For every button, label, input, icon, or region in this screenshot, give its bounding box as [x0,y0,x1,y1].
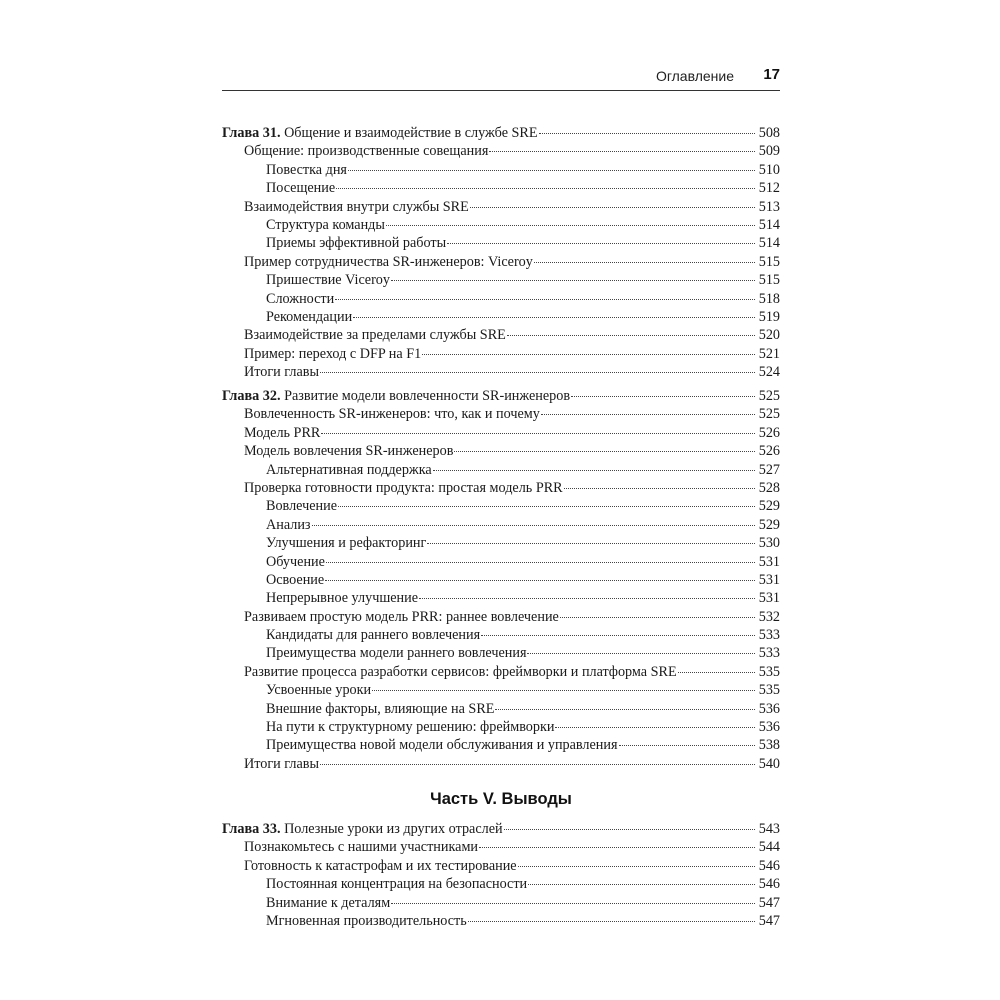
toc-entry-label [266,534,426,552]
toc-subsection-entry [222,571,780,589]
toc-entry-label [266,589,418,607]
dot-leader [560,617,755,618]
entry-title: Кандидаты для раннего вовлечения [266,627,481,644]
toc-subsection-entry [222,516,780,534]
page-number: 521 [758,345,780,362]
toc-subsection-entry [222,308,780,326]
toc-chapter-entry [222,387,780,405]
entry-title: Обучение [266,553,325,570]
page-number: 508 [758,125,780,141]
toc-entry-label [266,718,554,736]
entry-title: Готовность к катастрофам и их тестирование [244,857,517,874]
entry-title: Пришествие Viceroy [266,272,390,289]
page-number: 520 [758,327,780,344]
page-number: 527 [758,461,780,478]
dot-leader [391,903,755,904]
toc-chapter-32 [222,387,780,773]
toc-entry-label [266,179,335,197]
toc-entry-label [222,124,538,142]
entry-title: Непрерывное улучшение [266,590,419,607]
toc-section-entry [222,142,780,160]
toc-entry-label [244,142,488,160]
dot-leader [427,543,755,544]
dot-leader [539,133,755,134]
dot-leader [454,451,755,452]
toc-entry-label [266,700,494,718]
toc-subsection-entry [222,179,780,197]
toc-subsection-entry [222,681,780,699]
toc-entry-label [244,326,506,344]
page-number: 535 [758,663,780,680]
page-number: 540 [758,755,780,772]
chapter-number: Глава 33. [222,821,281,837]
page-number: 515 [758,272,780,289]
entry-title: На пути к структурному решению: фреймворки [266,719,555,736]
toc-section-entry [222,326,780,344]
entry-title: Развитие процесса разработки сервисов: фреймворки и платформа SRE [244,663,677,680]
toc-subsection-entry [222,216,780,234]
toc-entry-label [266,912,467,930]
toc-entry-label [244,755,319,773]
toc-subsection-entry [222,718,780,736]
toc-entry-label [266,216,385,234]
page-number: 513 [758,198,780,215]
page-number: 530 [758,535,780,552]
toc-entry-label [266,875,527,893]
toc-entry-label [244,363,319,381]
entry-title: Улучшения и рефакторинг [266,535,427,552]
dot-leader [564,488,755,489]
running-header [222,64,780,91]
entry-title: Взаимодействие за пределами службы SRE [244,327,506,344]
dot-leader [479,847,755,848]
entry-title: Повестка дня [266,161,347,178]
part-heading: Часть V. Выводы [430,790,572,808]
toc-entry-label [244,198,469,216]
page-number: 529 [758,498,780,515]
entry-title: Взаимодействия внутри службы SRE [244,198,469,215]
page-number: 525 [758,406,780,423]
header-title: Оглавление [655,68,734,84]
entry-title: Развитие модели вовлеченности SR-инженеров [280,388,571,404]
dot-leader [528,884,755,885]
page-number: 526 [758,424,780,441]
toc-section-entry [222,442,780,460]
entry-title: Проверка готовности продукта: простая модель PRR [244,479,563,496]
dot-leader [489,151,755,152]
toc-subsection-entry [222,644,780,662]
dot-leader [326,562,755,563]
dot-leader [320,372,755,373]
dot-leader [320,764,755,765]
entry-title: Итоги главы [244,755,320,772]
page-number: 531 [758,590,780,607]
dot-leader [518,866,755,867]
page-number: 532 [758,608,780,625]
toc-entry-label [266,271,390,289]
entry-title: Общение и взаимодействие в службе SRE [280,125,538,141]
toc-subsection-entry [222,271,780,289]
dot-leader [336,188,755,189]
entry-title: Рекомендации [266,308,353,325]
toc-subsection-entry [222,875,780,893]
entry-title: Модель PRR [244,424,321,441]
page-number: 544 [758,839,780,856]
toc-entry-label [266,290,334,308]
toc-chapter-31 [222,124,780,381]
toc-entry-label [222,387,570,405]
entry-title: Альтернативная поддержка [266,461,432,478]
toc-subsection-entry [222,234,780,252]
entry-title: Структура команды [266,216,385,233]
entry-title: Сложности [266,290,335,307]
page-number: 529 [758,516,780,533]
entry-title: Освоение [266,571,325,588]
toc-entry-label [244,838,478,856]
chapter-number: Глава 31. [222,125,281,141]
page-number: 543 [758,821,780,837]
entry-title: Общение: производственные совещания [244,143,489,160]
toc-section-entry [222,608,780,626]
dot-leader [372,690,755,691]
toc-subsection-entry [222,461,780,479]
toc-entry-label [244,345,421,363]
entry-title: Вовлеченность SR-инженеров: что, как и почему [244,406,540,423]
page-number: 546 [758,876,780,893]
entry-title: Усвоенные уроки [266,682,372,699]
page-number: 519 [758,308,780,325]
toc-chapter-33 [222,820,780,930]
entry-title: Итоги главы [244,364,320,381]
page-number: 533 [758,627,780,644]
page-number: 547 [758,912,780,929]
dot-leader [348,170,755,171]
toc-section-entry [222,405,780,423]
toc-section-entry [222,838,780,856]
dot-leader [321,433,755,434]
page-number: 525 [758,388,780,404]
dot-leader [507,335,755,336]
toc-subsection-entry [222,290,780,308]
toc-entry-label [244,424,320,442]
toc-section-entry [222,755,780,773]
dot-leader [312,525,755,526]
toc-section-entry [222,363,780,381]
dot-leader [325,580,755,581]
toc-entry-label [244,479,563,497]
page-number: 509 [758,143,780,160]
entry-title: Развиваем простую модель PRR: раннее вовлечение [244,608,559,625]
toc-subsection-entry [222,626,780,644]
dot-leader [353,317,755,318]
page-number: 533 [758,645,780,662]
page-number: 531 [758,553,780,570]
page-number: 535 [758,682,780,699]
entry-title: Пример: переход с DFP на F1 [244,345,422,362]
toc-entry-label [222,820,503,838]
dot-leader [419,598,755,599]
dot-leader [338,506,755,507]
dot-leader [678,672,755,673]
entry-title: Модель вовлечения SR-инженеров [244,443,454,460]
toc-entry-label [266,894,390,912]
entry-title: Вовлечение [266,498,338,515]
page-number: 524 [758,364,780,381]
toc-entry-label [266,626,480,644]
toc-subsection-entry [222,589,780,607]
toc-entry-label [266,497,337,515]
entry-title: Преимущества модели раннего вовлечения [266,645,527,662]
toc-section-entry [222,345,780,363]
entry-title: Анализ [266,516,311,533]
entry-title: Полезные уроки из других отраслей [280,821,503,837]
entry-title: Преимущества новой модели обслуживания и управления [266,737,618,754]
toc-entry-label [266,516,311,534]
toc-subsection-entry [222,912,780,930]
toc-chapter-entry [222,124,780,142]
toc-entry-label [266,571,324,589]
toc-entry-label [266,161,347,179]
toc-section-entry [222,198,780,216]
page-number: 526 [758,443,780,460]
dot-leader [527,653,755,654]
entry-title: Внешние факторы, влияющие на SRE [266,700,495,717]
dot-leader [495,709,755,710]
toc-entry-label [266,553,325,571]
entry-title: Пример сотрудничества SR-инженеров: Viceroy [244,253,533,270]
dot-leader [534,262,755,263]
entry-title: Приемы эффективной работы [266,235,447,252]
page-number: 518 [758,290,780,307]
dot-leader [422,354,755,355]
page-number: 547 [758,894,780,911]
toc-entry-label [266,461,432,479]
toc-subsection-entry [222,497,780,515]
toc-subsection-entry [222,894,780,912]
toc-subsection-entry [222,553,780,571]
toc-entry-label [244,253,533,271]
toc-section-entry [222,479,780,497]
page-number: 512 [758,180,780,197]
page-number: 528 [758,479,780,496]
page-number: 514 [758,216,780,233]
dot-leader [386,225,755,226]
toc-section-entry [222,663,780,681]
page-number: 515 [758,253,780,270]
dot-leader [571,396,755,397]
toc-entry-label [266,681,371,699]
dot-leader [481,635,755,636]
entry-title: Постоянная концентрация на безопасности [266,876,528,893]
toc-section-entry [222,857,780,875]
toc-entry-label [266,234,446,252]
toc-entry-label [244,405,540,423]
page-number: 510 [758,161,780,178]
toc-entry-label [244,857,517,875]
entry-title: Мгновенная производительность [266,912,467,929]
dot-leader [470,207,755,208]
toc-chapter-entry [222,820,780,838]
page-number: 538 [758,737,780,754]
toc-subsection-entry [222,736,780,754]
toc-subsection-entry [222,700,780,718]
toc-subsection-entry [222,534,780,552]
page-number: 514 [758,235,780,252]
dot-leader [433,470,755,471]
page-number: 531 [758,571,780,588]
header-page-number: 17 [763,66,780,83]
page-number: 536 [758,719,780,736]
toc-subsection-entry [222,161,780,179]
toc-entry-label [244,442,453,460]
page-number: 536 [758,700,780,717]
dot-leader [391,280,755,281]
dot-leader [468,921,755,922]
toc-section-entry [222,424,780,442]
toc-entry-label [244,608,559,626]
toc-entry-label [266,644,526,662]
dot-leader [504,829,755,830]
dot-leader [555,727,755,728]
toc-entry-label [266,308,352,326]
toc-entry-label [244,663,677,681]
dot-leader [619,745,755,746]
entry-title: Познакомьтесь с нашими участниками [244,839,479,856]
entry-title: Внимание к деталям [266,894,391,911]
dot-leader [541,414,755,415]
toc-entry-label [266,736,618,754]
page-number: 546 [758,857,780,874]
toc-section-entry [222,253,780,271]
dot-leader [447,243,755,244]
chapter-number: Глава 32. [222,388,281,404]
entry-title: Посещение [266,180,336,197]
dot-leader [335,299,755,300]
